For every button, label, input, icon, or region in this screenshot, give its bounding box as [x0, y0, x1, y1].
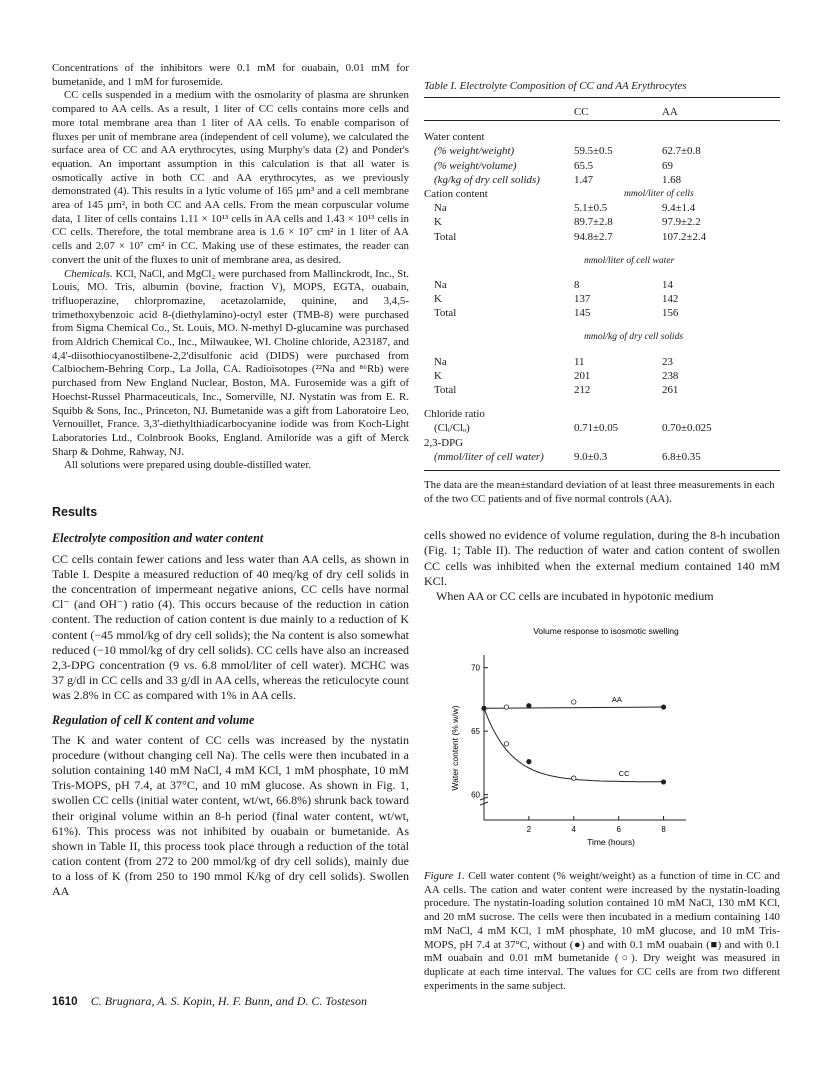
- row-label: (% weight/volume): [434, 159, 517, 172]
- row-label: K: [434, 216, 442, 229]
- row-label: Total: [434, 384, 457, 396]
- cell: 137: [574, 293, 591, 306]
- unit-label: mmol/kg of dry cell solids: [584, 331, 684, 343]
- row-label: (mmol/liter of cell water): [434, 450, 544, 463]
- x-tick-label: 2: [526, 825, 532, 834]
- y-tick-label: 70: [471, 663, 480, 673]
- cell: 212: [574, 384, 591, 396]
- paragraph-surface-area: CC cells suspended in a medium with the osmolarity of plasma are shrunken compared to AA cells. As a result, 1 liter of CC cells contains more cells and more total membrane area than 1 liter of AA cells. To enable comparison of fluxes per unit of membrane area (independent of cell volume), we calculated the surface area of CC and AA erythrocytes, using Murphy's data (2) and Ponder's equation. An important assumption in this calculation is that all water is osmotically active in both CC and AA erythrocytes, as we previously demonstrated (4). This results in a lytic volume of 165 µm³ and a cell membrane area of 145 µm², in both CC and AA cells. From the mean corpuscular volume data, 1 liter of cells contains 1.11 × 10¹³ cells in AA cells and 1.43 × 10¹³ cells in CC cells. Therefore, the total membrane area is 1.6 × 10⁷ cm² in 1 liter of AA cells and 2.07 × 10⁷ cm² in CC. Making use of these estimates, the reader can convert the unit of the fluxes to unit of membrane area, as desired.: [52, 89, 409, 266]
- subsection-regulation: Regulation of cell K content and volume: [52, 713, 255, 728]
- y-tick-label: 65: [471, 727, 480, 737]
- x-tick-label: 4: [571, 825, 577, 834]
- x-axis-label: Time (hours): [587, 837, 635, 847]
- cell: 107.2±2.4: [662, 230, 707, 243]
- cell: 201: [574, 369, 591, 382]
- cell: 142: [662, 293, 679, 306]
- cell: 94.8±2.7: [574, 230, 613, 243]
- figure-caption: [424, 870, 780, 993]
- row-label: Total: [434, 230, 457, 243]
- table-footnote: The data are the mean±standard deviation of at least three measurements in each of the two CC patients and of five normal controls (AA).: [424, 470, 780, 506]
- subsection-electrolyte: Electrolyte composition and water content: [52, 531, 264, 546]
- cell: 8: [574, 278, 580, 291]
- x-tick-label: 8: [661, 825, 666, 834]
- series-line-cc: [484, 708, 664, 782]
- cell: 1.68: [662, 173, 682, 186]
- data-point-aa: [572, 700, 576, 704]
- cell: 6.8±0.35: [662, 450, 701, 463]
- chemicals-text: KCl, NaCl, and MgCl₂ were purchased from Mallinckrodt, Inc., St. Louis, MO. Tris, albumin (bovine, fraction V), MOPS, EGTA, ouabain, trifluoperazine, chlorpromazine, acetazolamide, quinine, and 3,4,5-trimethoxybenzoic acid 8-(diethylamino)-octyl ester (TMB-8) were purchased from Sigma Chemical Co., St. Louis, MO. N-methyl D-glucamine was purchased from Aldrich Chemical Co., Inc., Milwaukee, WI. Choline chloride, A23187, and 4,4'-diisothiocyanostilbene-2,2'disulfonic acid (DIDS) were purchased from Calbiochem-Behring Corp., La Jolla, CA. Radioisotopes (²²Na and ⁸⁶Rb) were purchased from New England Nuclear, Boston, MA. Furosemide was a gift of Hoechst-Russel Pharmaceuticals, Inc., Somerville, NJ. Nystatin was from E. R. Squibb & Sons, Inc., Princeton, NJ. Bumetanide was a gift from Laboratoire Leo, Vernouillet, France. 3,3'-diethylthiadicarbocyanine iodide was from Koch-Light Laboratories Ltd., Colnbrook Books, England. Amiloride was a gift of Merck Sharp & Dohme, Rahway, NJ.: [52, 267, 409, 458]
- cell: 1.47: [574, 173, 594, 186]
- cell: 69: [662, 159, 673, 172]
- cell: 14: [662, 278, 673, 291]
- paragraph-regulation: The K and water content of CC cells was increased by the nystatin procedure (without changing cell Na). The cells were then incubated in a solution containing 140 mM NaCl, 4 mM KCl, 1 mM phosphate, 10 mM Tris-MOPS, pH 7.4, at 37°C, and 10 mM glucose. As shown in Fig. 1, swollen CC cells (initial water content, wt/wt, 66.8%) shrunk back toward their original volume within an 8-h period (final water content, wt/wt, 61%). This process was not inhibited by ouabain or bumetanide. As shown in Table II, this process took place through a reduction of the total cation content (from 272 to 200 mmol/kg of dry cell solids), mainly due to a loss of K (from 250 to 190 mmol K/kg of dry cell solids). Swollen AA: [52, 733, 409, 898]
- footer-authors: C. Brugnara, A. S. Kopin, H. F. Bunn, and D. C. Tosteson: [90, 994, 367, 1008]
- data-point-cc: [504, 742, 508, 746]
- x-tick-label: 6: [616, 825, 621, 834]
- left-column: [52, 62, 409, 899]
- paragraph-electrolyte: CC cells contain fewer cations and less water than AA cells, as shown in Table I. Despite a measured reduction of 40 meq/kg of dry cell solids in the concentration of impermeant negative anions, CC cells have normal Cl⁻ (and OH⁻) ratio (4). This occurs because of the reduction in cation content. The reduction of cation content is due mainly to a reduction of K content (−45 mmol/kg of dry cell solids); the Na content is also somewhat reduced (−10 mmol/kg of dry cell solids). CC cells have also an increased 2,3-DPG concentration (9 vs. 6.8 mmol/liter of cell water). MCHC was 37 g/dl in CC cells and 33 g/dl in AA cells, whereas the reticulocyte count was 2.8% in CC as compared with 1% in AA cells.: [52, 552, 409, 702]
- data-point-aa: [661, 705, 665, 709]
- caption-text: Cell water content (% weight/weight) as a function of time in CC and AA cells. The cation and water content were increased by the nystatin-loading procedure. The nystatin-loading solution contained 10 mM NaCl, 130 mM KCl, and 20 mM sucrose. The cells were then incubated in a medium containing 140 mM NaCl, 4 mM KCl, 1 mM phosphate, 10 mM glucose, and 10 mM Tris-MOPS, pH 7.4 at 37°C, without (●) and with 0.1 mM ouabain (■) and with 0.1 mM ouabain and 0.01 mM bumetanide (○). Dry weight was measured in duplicate at each time interval. The values for CC cells are from two different experiments in the same subject.: [424, 870, 780, 992]
- row-label: Na: [434, 355, 447, 368]
- row-label: 2,3-DPG: [424, 436, 464, 449]
- row-label: K: [434, 293, 442, 306]
- cell: 145: [574, 307, 591, 320]
- cell: 156: [662, 307, 679, 320]
- chemicals-label: Chemicals.: [64, 267, 113, 280]
- series-label-aa: AA: [611, 695, 622, 705]
- col-header-cc: CC: [574, 106, 589, 118]
- data-point-cc: [527, 759, 531, 763]
- col-header-aa: AA: [662, 106, 678, 118]
- row-label: Cation content: [424, 187, 488, 200]
- series-line-aa: [484, 707, 664, 708]
- data-point-cc: [482, 706, 486, 710]
- cell: 0.71±0.05: [574, 422, 619, 435]
- row-label: (% weight/weight): [434, 145, 515, 158]
- cell: 0.70±0.025: [662, 422, 712, 435]
- data-point-aa: [504, 705, 508, 709]
- data-point-aa: [527, 704, 531, 708]
- electrolyte-table: [424, 98, 780, 465]
- cell: 62.7±0.8: [662, 145, 701, 158]
- row-label: Na: [434, 202, 447, 215]
- cell: 89.7±2.8: [574, 216, 613, 229]
- right-column: [424, 80, 780, 604]
- row-label: K: [434, 369, 442, 382]
- cell: 23: [662, 355, 673, 368]
- cell: 97.9±2.2: [662, 216, 701, 229]
- page-number: 1610: [52, 996, 78, 1008]
- row-label: Total: [434, 307, 457, 320]
- cell: 9.0±0.3: [574, 450, 608, 463]
- cell: 9.4±1.4: [662, 202, 696, 215]
- paragraph-solutions: All solutions were prepared using double-distilled water.: [64, 459, 312, 472]
- paragraph-chemicals: [52, 268, 409, 460]
- table-title: Table I. Electrolyte Composition of CC and AA Erythrocytes: [424, 80, 780, 98]
- data-point-cc: [572, 776, 576, 780]
- results-heading: Results: [52, 505, 98, 520]
- row-label: Na: [434, 278, 447, 291]
- paragraph-inhibitors: Concentrations of the inhibitors were 0.1 mM for ouabain, 0.01 mM for bumetanide, and 1 mM for furosemide.: [52, 62, 409, 88]
- cell: 5.1±0.5: [574, 202, 608, 215]
- cell: 65.5: [574, 159, 594, 172]
- cell: 59.5±0.5: [574, 145, 613, 158]
- caption-label: Figure 1.: [424, 870, 465, 882]
- chart-title: Volume response to isosmotic swelling: [533, 626, 679, 636]
- row-label: (Clᵢ/Clₒ): [434, 422, 470, 435]
- data-point-cc: [661, 780, 665, 784]
- unit-label: mmol/liter of cell water: [584, 254, 675, 266]
- y-axis-label: Water content (% w/w): [450, 705, 460, 791]
- y-tick-label: 60: [471, 790, 480, 800]
- row-label: (kg/kg of dry cell solids): [434, 173, 540, 186]
- row-label: Chloride ratio: [424, 408, 485, 421]
- paragraph-aa-cells: cells showed no evidence of volume regulation, during the 8-h incubation (Fig. 1; Table II). The reduction of water and cation content of swollen CC cells was inhibited when the external medium contained 140 mM KCl.: [424, 528, 780, 588]
- unit-label: mmol/liter of cells: [624, 187, 694, 199]
- figure-1-chart: [446, 620, 766, 855]
- row-label: Water content: [424, 131, 485, 144]
- page-footer: [52, 994, 367, 1009]
- series-label-cc: CC: [618, 768, 630, 778]
- cell: 261: [662, 384, 679, 396]
- plot-area: [471, 655, 686, 834]
- cell: 11: [574, 355, 585, 368]
- cell: 238: [662, 369, 679, 382]
- paragraph-hypotonic: When AA or CC cells are incubated in hypotonic medium: [436, 588, 714, 603]
